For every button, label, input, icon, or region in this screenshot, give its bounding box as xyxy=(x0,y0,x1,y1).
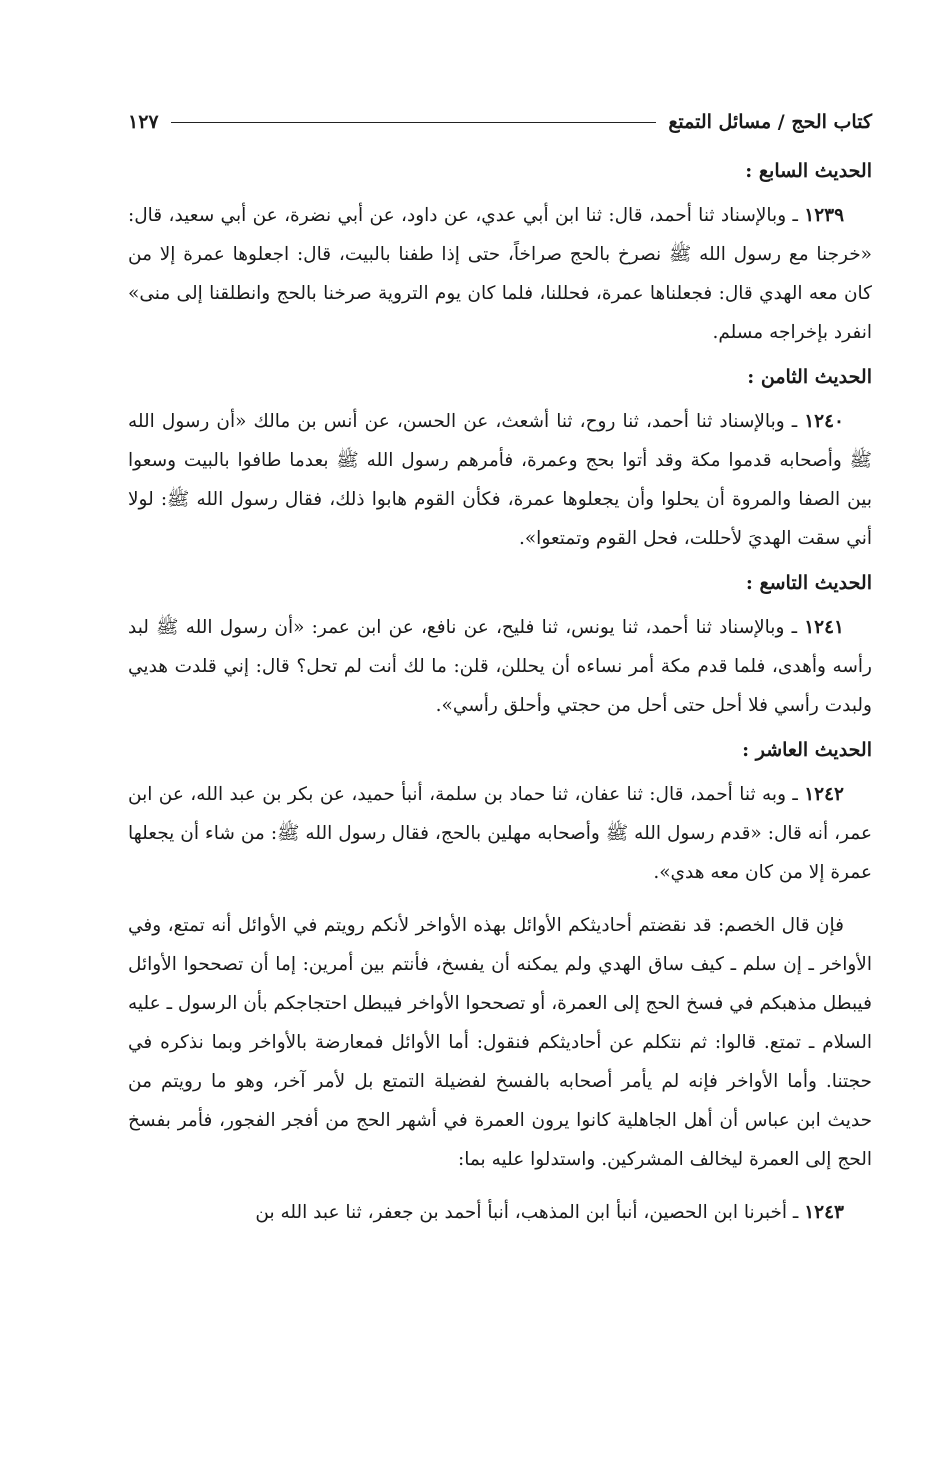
hadith-text: ـ أخبرنا ابن الحصين، أنبأ ابن المذهب، أنبأ أحمد بن جعفر، ثنا عبد الله بن xyxy=(255,1202,799,1223)
section-heading-8: الحديث الثامن : xyxy=(747,366,872,388)
section-heading-9: الحديث التاسع : xyxy=(745,572,872,594)
hadith-1240 xyxy=(128,402,872,558)
section-heading-7: الحديث السابع : xyxy=(745,160,872,182)
header-rule xyxy=(171,122,657,123)
discussion-paragraph: فإن قال الخصم: قد نقضتم أحاديثكم الأوائل بهذه الأواخر لأنكم رويتم في الأوائل أنه تمتع، وفي الأواخر ـ إن سلم ـ كيف ساق الهدي ولم يمكنه أن يفسخ، فأنتم بين أمرين: إما أن تصححوا الأوائل فيبطل مذهبكم في فسخ الحج إلى العمرة، أو تصححوا الأواخر فيبطل احتجاجكم بأن الرسول ـ عليه السلام ـ تمتع. قالوا: ثم نتكلم عن أحاديثكم فنقول: أما الأوائل فمعارضة بالأواخر وبما نذكره في حجتنا. وأما الأواخر فإنه لم يأمر أصحابه بالفسخ لفضيلة التمتع بل لأمر آخر، وهو ما رويتم من حديث ابن عباس أن أهل الجاهلية كانوا يرون العمرة في أشهر الحج من أفجر الفجور، فأمر بفسخ الحج إلى العمرة ليخالف المشركين. واستدلوا عليه بما: xyxy=(128,915,872,1170)
hadith-text: ـ وبالإسناد ثنا أحمد، ثنا يونس، ثنا فليح، عن نافع، عن ابن عمر: «أن رسول الله ﷺ لبد رأسه وأهدى، فلما قدم مكة أمر نساءه أن يحللن، قلن: ما لك أنت لم تحل؟ قال: إني قلدت هديي ولبدت رأسي فلا أحل حتى أحل من حجتي وأحلق رأسي». xyxy=(128,617,872,716)
hadith-number: ١٢٤١ xyxy=(804,617,844,638)
page-number: ١٢٧ xyxy=(128,111,159,133)
header-title: كتاب الحج / مسائل التمتع xyxy=(668,111,872,133)
section-heading-10: الحديث العاشر : xyxy=(742,739,872,761)
hadith-text: ـ وبه ثنا أحمد، قال: ثنا عفان، ثنا حماد بن سلمة، أنبأ حميد، عن بكر بن عبد الله، عن ابن عمر، أنه قال: «قدم رسول الله ﷺ وأصحابه مهلين بالحج، فقال رسول الله ﷺ: من شاء أن يجعلها عمرة إلا من كان معه هدي». xyxy=(128,784,872,883)
hadith-text: ـ وبالإسناد ثنا أحمد، ثنا روح، ثنا أشعث، عن الحسن، عن أنس بن مالك «أن رسول الله ﷺ وأصحابه قدموا مكة وقد أتوا بحج وعمرة، فأمرهم رسول الله ﷺ بعدما طافوا بالبيت وسعوا بين الصفا والمروة أن يحلوا وأن يجعلوها عمرة، فكأن القوم هابوا ذلك، فقال رسول الله ﷺ: لولا أني سقت الهديَ لأحللت، فحل القوم وتمتعوا». xyxy=(128,411,872,549)
hadith-1243 xyxy=(128,1193,872,1232)
hadith-number: ١٢٤٠ xyxy=(804,411,844,432)
hadith-1242 xyxy=(128,775,872,892)
hadith-text: ـ وبالإسناد ثنا أحمد، قال: ثنا ابن أبي عدي، عن داود، عن أبي نضرة، عن أبي سعيد، قال: «خرجنا مع رسول الله ﷺ نصرخ بالحج صراخاً، حتى إذا طفنا بالبيت، قال: اجعلوها عمرة إلا من كان معه الهدي قال: فجعلناها عمرة، فحللنا، فلما كان يوم التروية صرخنا بالحج وانطلقنا إلى منى» انفرد بإخراجه مسلم. xyxy=(128,205,872,343)
hadith-number: ١٢٣٩ xyxy=(804,205,845,226)
hadith-number: ١٢٤٢ xyxy=(804,784,844,805)
hadith-1239 xyxy=(128,196,872,352)
hadith-1241 xyxy=(128,608,872,725)
hadith-number: ١٢٤٣ xyxy=(804,1202,844,1223)
running-header xyxy=(128,100,872,144)
